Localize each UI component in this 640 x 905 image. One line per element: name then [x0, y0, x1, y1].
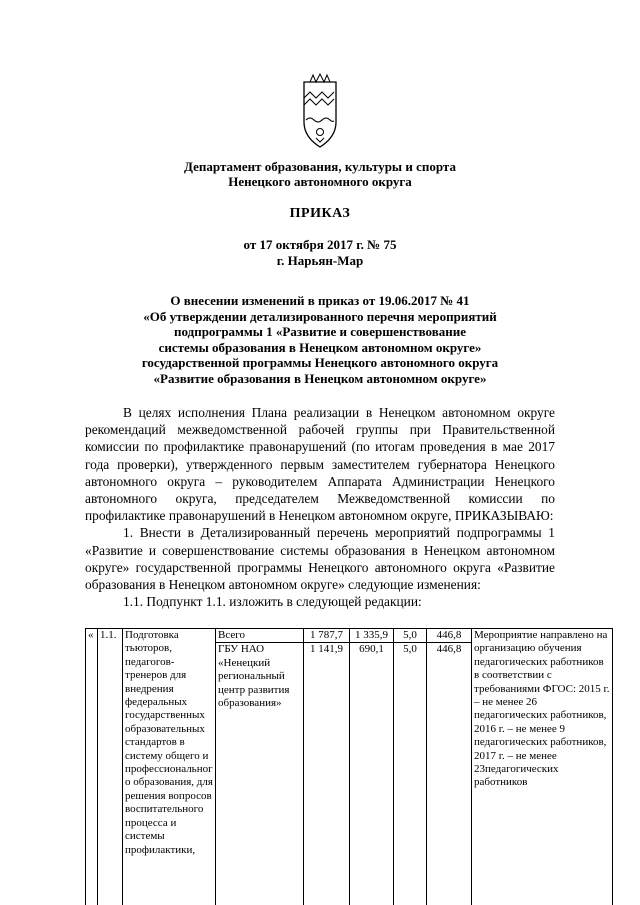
table-cell-institution-value-4: 446,8 [427, 643, 472, 905]
table-cell-source-total: Всего [216, 629, 304, 643]
table-cell-open-quote: « [86, 629, 98, 905]
organization-name-line2: Ненецкого автономного округа [228, 174, 412, 189]
table-cell-source-institution: ГБУ НАО «Ненецкий региональный центр развития образования» [216, 643, 304, 905]
table-cell-total-value-1: 1 787,7 [304, 629, 350, 643]
paragraph-item-1-1: 1.1. Подпункт 1.1. изложить в следующей редакции: [123, 594, 422, 610]
table-cell-institution-value-2: 690,1 [350, 643, 394, 905]
table-cell-total-value-2: 1 335,9 [350, 629, 394, 643]
document-type-heading: ПРИКАЗ [289, 206, 351, 221]
table-cell-total-value-3: 5,0 [394, 629, 427, 643]
table-cell-institution-value-3: 5,0 [394, 643, 427, 905]
order-title-line-1: О внесении изменений в приказ от 19.06.2017 № 41 [170, 293, 470, 308]
organization-name-line1: Департамент образования, культуры и спорта [184, 159, 456, 174]
table-cell-total-value-4: 446,8 [427, 629, 472, 643]
order-title-line-5: государственной программы Ненецкого автономного округа [141, 355, 499, 371]
order-title-line-4: системы образования в Ненецком автономном округе» [158, 339, 482, 355]
order-title-line-6: «Развитие образования в Ненецком автономном округе» [153, 370, 487, 386]
table-cell-institution-value-1: 1 141,9 [304, 643, 350, 905]
order-city: г. Нарьян-Мар [276, 253, 364, 268]
order-title-line-3: подпрограммы 1 «Развитие и совершенствование [174, 324, 466, 340]
table-cell-activity: Подготовка тьюторов, педагогов-тренеров для внедрения федеральных государственных образовательных стандартов в систему общего и профессионального образования, для решения вопросов воспитательного процесса и системы профилактики, [123, 629, 216, 905]
order-date-number: от 17 октября 2017 г. № 75 [243, 237, 397, 252]
order-title-line-2: «Об утверждении детализированного перечня мероприятий [143, 308, 497, 324]
amendment-table [85, 628, 613, 905]
table-cell-note: Мероприятие направлено на организацию обучения педагогических работников в соответствии с требованиями ФГОС: 2015 г. – не менее 26 педагогических работников, 2016 г. – не менее 9 педагогических работников, 2017 г. – не менее 23педагогических работников [472, 629, 613, 905]
paragraph-item-1: 1. Внести в Детализированный перечень мероприятий подпрограммы 1 «Развитие и совершенствование системы образования в Ненецком автономном округе» государственной программы Ненецкого автономного округа «Развитие образования в Ненецком автономном округе» следующие изменения: [85, 525, 555, 593]
order-title [85, 293, 555, 387]
coat-of-arms-icon [296, 70, 344, 157]
table-row-total [86, 629, 613, 643]
order-body [85, 404, 555, 610]
table-cell-row-number: 1.1. [98, 629, 123, 905]
paragraph-preamble: В целях исполнения Плана реализации в Ненецком автономном округе рекомендаций межведомственной рабочей группы при Правительственной комиссии по профилактике правонарушений (по итогам проведения в мае 2017 года проверки), утвержденного первым заместителем губернатора Ненецкого автономного округа – руководителем Аппарата Администрации Ненецкого автономного округа, председателем Межведомственной комиссии по профилактике правонарушений в Ненецком автономном округе, ПРИКАЗЫВАЮ: [85, 405, 555, 524]
